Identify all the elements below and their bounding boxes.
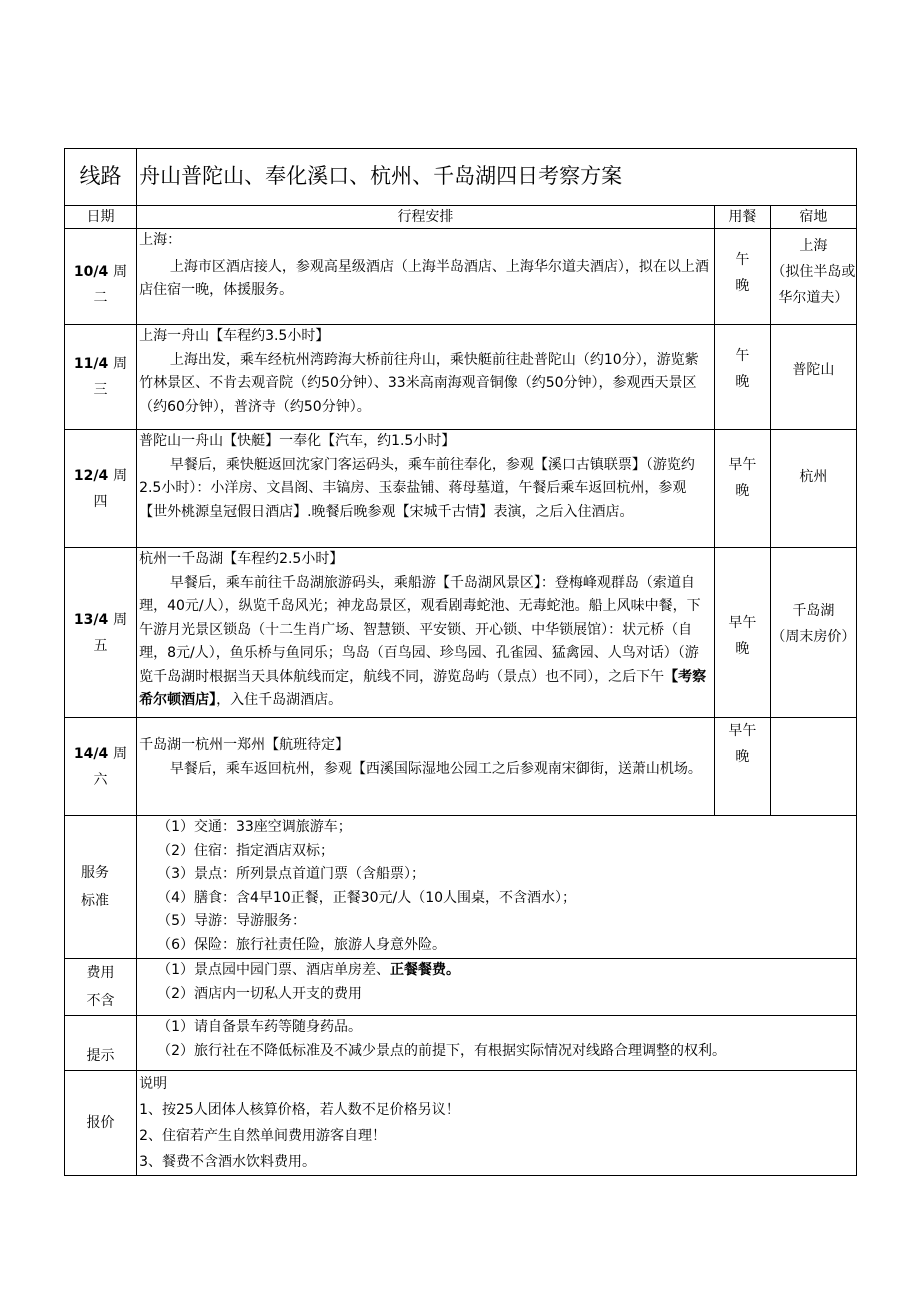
day-meals: 早午 晚 bbox=[714, 430, 770, 548]
day-date: 14/4 周 六 bbox=[65, 718, 137, 816]
day-date: 13/4 周 五 bbox=[65, 548, 137, 718]
day-date: 10/4 周 二 bbox=[65, 229, 137, 325]
day-meals: 早午 晚 bbox=[714, 548, 770, 718]
day-stay: 千岛湖 （周末房价） bbox=[770, 548, 856, 718]
list-item: 说明 bbox=[139, 1076, 168, 1092]
itinerary-table bbox=[64, 148, 857, 1176]
day-plan bbox=[137, 229, 715, 325]
list-item: 1、按25人团体人核算价格，若人数不足价格另议！ bbox=[139, 1102, 460, 1118]
day-stay: 普陀山 bbox=[770, 325, 856, 430]
page-title: 舟山普陀山、奉化溪口、杭州、千岛湖四日考察方案 bbox=[137, 149, 857, 206]
day-date: 12/4 周 四 bbox=[65, 430, 137, 548]
day-row bbox=[65, 229, 857, 325]
day-row bbox=[65, 430, 857, 548]
day-description: 早餐后，乘车返回杭州，参观【西溪国际湿地公园工之后参观南宋御街，送萧山机场。 bbox=[169, 760, 702, 777]
day-meals: 午 晚 bbox=[714, 229, 770, 325]
day-meals: 午 晚 bbox=[714, 325, 770, 430]
service-row bbox=[65, 816, 857, 959]
list-item: 3、餐费不含酒水饮料费用。 bbox=[139, 1154, 316, 1170]
day-description: 上海出发，乘车经杭州湾跨海大桥前往舟山，乘快艇前往赴普陀山（约10分），游览紫竹林景区、不肯去观音院（约50分钟）、33米高南海观音铜像（约50分钟），参观西天景区（约60分钟），普济寺（约50分钟）。 bbox=[139, 351, 699, 415]
day-plan bbox=[137, 718, 715, 816]
list-item: （1）交通：33座空调旅游车； bbox=[157, 819, 352, 835]
header-plan: 行程安排 bbox=[137, 206, 715, 229]
tips-row bbox=[65, 1016, 857, 1071]
day-route: 千岛湖一杭州一郑州【航班待定】 bbox=[139, 737, 350, 753]
itinerary-document bbox=[64, 148, 857, 1176]
day-plan bbox=[137, 430, 715, 548]
title-row bbox=[65, 149, 857, 206]
list-item: 2、住宿若产生自然单间费用游客自理！ bbox=[139, 1128, 386, 1144]
day-description: 上海市区酒店接人，参观高星级酒店（上海半岛酒店、上海华尔道夫酒店），拟在以上酒店住宿一晚，体援服务。 bbox=[139, 258, 709, 298]
excluded-items bbox=[137, 959, 857, 1016]
list-item: （5）导游：导游服务： bbox=[157, 913, 306, 929]
price-row bbox=[65, 1071, 857, 1176]
day-route: 杭州一千岛湖【车程约2.5小时】 bbox=[139, 551, 344, 567]
header-meal: 用餐 bbox=[714, 206, 770, 229]
day-plan bbox=[137, 325, 715, 430]
list-item: （4）膳食：含4早10正餐，正餐30元/人（10人围桌，不含酒水）； bbox=[157, 889, 577, 906]
list-item: （2）住宿：指定酒店双标； bbox=[157, 842, 334, 859]
header-date: 日期 bbox=[65, 206, 137, 229]
day-date: 11/4 周 三 bbox=[65, 325, 137, 430]
header-row bbox=[65, 206, 857, 229]
day-route: 上海： bbox=[139, 232, 182, 248]
day-row bbox=[65, 718, 857, 816]
list-item: （2）酒店内一切私人开支的费用 bbox=[157, 985, 362, 1002]
service-label: 服务标准 bbox=[65, 816, 137, 959]
list-item: （1）请自备景车药等随身药品。 bbox=[157, 1019, 362, 1035]
day-stay: 上海 （拟住半岛或华尔道夫） bbox=[770, 229, 856, 325]
day-meals: 早午 晚 bbox=[714, 718, 770, 816]
day-description: 早餐后，乘车前往千岛湖旅游码头，乘船游【千岛湖风景区】：登梅峰观群岛（索道自理，40元/人），纵览千岛风光；神龙岛景区，观看剧毒蛇池、无毒蛇池。船上风味中餐，下午游月光景区锁岛（十二生肖广场、智慧锁、平安锁、开心锁、中华锁展馆）：状元桥（自理，8元/人），鱼乐桥与鱼同乐；鸟岛（百鸟园、珍鸟园、孔雀园、猛禽园、人鸟对话）（游览千岛湖时根据当天具体航线而定，航线不同，游览岛屿（景点）也不同），之后下午【考察希尔顿酒店】，入住千岛湖酒店。 bbox=[139, 574, 707, 708]
day-description: 早餐后，乘快艇返回沈家门客运码头，乘车前往奉化，参观【溪口古镇联票】（游览约2.5小时）：小洋房、文昌阁、丰镐房、玉泰盐铺、蒋母墓道，午餐后乘车返回杭州，参观【世外桃源皇冠假日酒店】.晚餐后晚参观【宋城千古情】表演，之后入住酒店。 bbox=[139, 456, 695, 520]
price-label: 报价 bbox=[65, 1071, 137, 1176]
excluded-label: 费用不含 bbox=[65, 959, 137, 1016]
tips-label: 提示 bbox=[65, 1016, 137, 1071]
day-route: 上海一舟山【车程约3.5小时】 bbox=[139, 328, 330, 344]
route-label: 线路 bbox=[65, 149, 137, 206]
day-plan bbox=[137, 548, 715, 718]
header-stay: 宿地 bbox=[770, 206, 856, 229]
list-item: （6）保险：旅行社责任险，旅游人身意外险。 bbox=[157, 936, 446, 953]
day-stay: 杭州 bbox=[770, 430, 856, 548]
list-item: （2）旅行社在不降低标准及不减少景点的前提下，有根据实际情况对线路合理调整的权利。 bbox=[157, 1042, 726, 1059]
day-row bbox=[65, 548, 857, 718]
day-route: 普陀山一舟山【快艇】一奉化【汽车，约1.5小时】 bbox=[139, 433, 456, 449]
list-item: （1）景点园中园门票、酒店单房差、正餐餐费。 bbox=[157, 962, 460, 978]
service-items bbox=[137, 816, 857, 959]
excluded-row bbox=[65, 959, 857, 1016]
tips-items bbox=[137, 1016, 857, 1071]
day-stay bbox=[770, 718, 856, 816]
price-items bbox=[137, 1071, 857, 1176]
day-row bbox=[65, 325, 857, 430]
list-item: （3）景点：所列景点首道门票（含船票）； bbox=[157, 866, 425, 882]
